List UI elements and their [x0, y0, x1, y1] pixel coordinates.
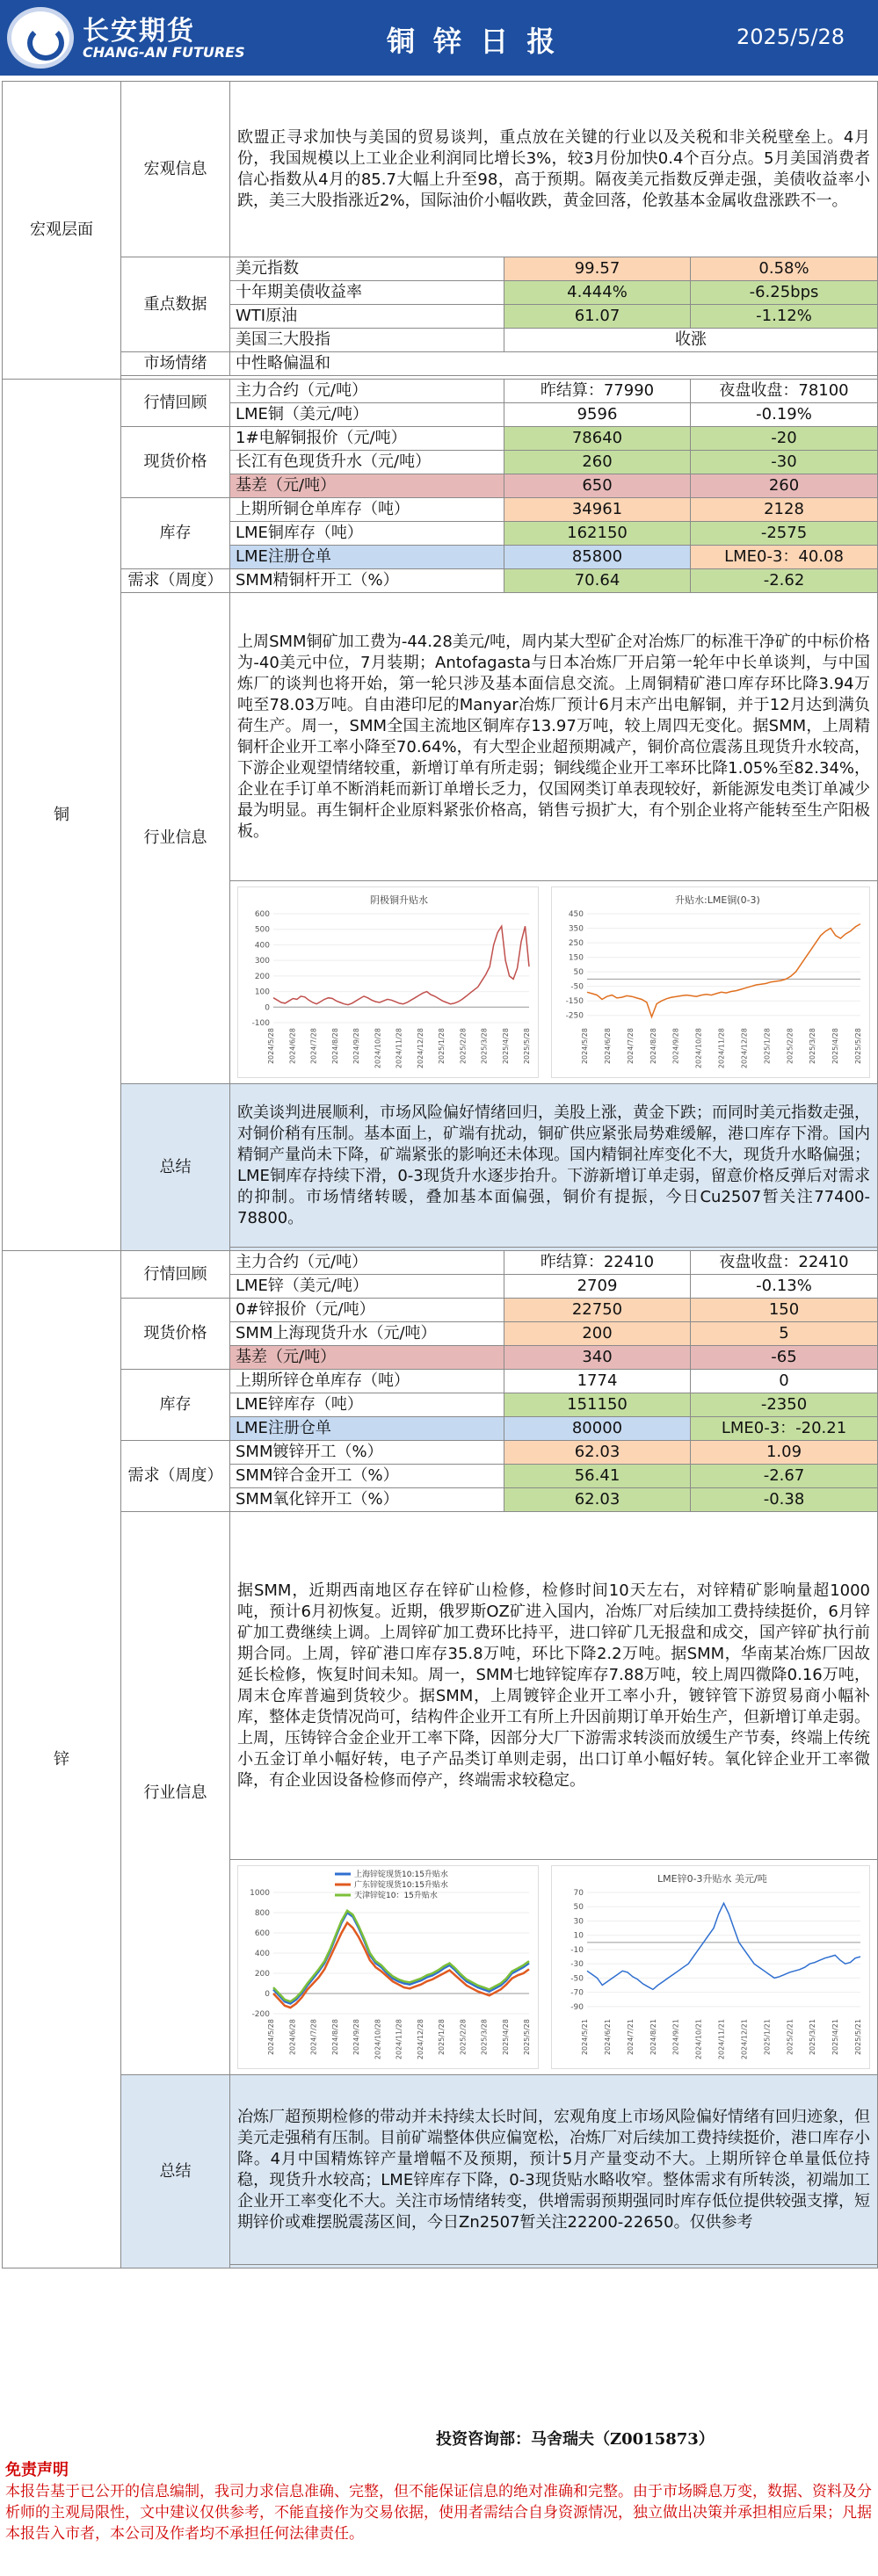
zinc-section-label: 锌 [3, 1251, 121, 2268]
cu-chart1-ytick: 0 [265, 1003, 270, 1013]
cu-chart1-series-line [273, 926, 529, 1004]
zn-chart2-ytick: -50 [570, 1974, 584, 1984]
cu-chart2-ytick: -250 [566, 1011, 584, 1021]
copper-spot-change: -20 [691, 427, 878, 451]
brand-name-en: CHANG-AN FUTURES [83, 44, 245, 61]
macro-row-name: 十年期美债收益率 [230, 281, 504, 305]
macro-row-name: 美国三大股指 [230, 329, 504, 352]
copper-premium-chart [237, 886, 539, 1078]
zinc-demand-change: -0.38 [691, 1488, 878, 1512]
zn-chart2-ytick: -90 [570, 2002, 584, 2012]
macro-row-change: -6.25bps [691, 281, 878, 305]
zn-chart2-ytick: 70 [574, 1889, 584, 1898]
cu-chart1-xtick: 2024/7/28 [309, 1028, 318, 1065]
zinc-spot-name: SMM上海现货升水（元/吨） [230, 1322, 504, 1346]
cu-chart1-ytick: 300 [254, 957, 270, 966]
zn-chart1-series-line [273, 1911, 529, 2002]
report-header [0, 0, 878, 76]
cu-chart1-svg [238, 887, 538, 1077]
copper-review-name: 主力合约（元/吨） [230, 380, 504, 403]
zinc-review-change: 夜盘收盘：22410 [691, 1251, 878, 1275]
zn-chart1-ytick: 1000 [250, 1889, 270, 1898]
copper-review-change: -0.19% [691, 403, 878, 427]
zinc-demand-name: SMM氧化锌开工（%） [230, 1488, 504, 1512]
zn-chart2-xtick: 2025/5/21 [854, 2019, 863, 2056]
zn-chart1-ytick: 200 [254, 1970, 270, 1979]
cu-chart1-xtick: 2024/11/28 [395, 1028, 403, 1069]
zinc-demand-value: 62.03 [504, 1488, 691, 1512]
zinc-lme-spread-chart [551, 1865, 870, 2069]
macro-row-value: 4.444% [504, 281, 691, 305]
zinc-stock-label: 库存 [121, 1370, 230, 1441]
copper-stock-change: -2575 [691, 522, 878, 546]
zn-chart2-ytick: -70 [570, 1988, 584, 1998]
zn-chart1-xtick: 2025/2/28 [459, 2019, 468, 2056]
cu-chart2-xtick: 2025/5/28 [854, 1028, 863, 1065]
copper-review-value: 昨结算：77990 [504, 380, 691, 403]
zn-chart2-xtick: 2024/9/21 [672, 2019, 681, 2056]
copper-spot-name: 长江有色现货升水（元/吨） [230, 451, 504, 474]
zinc-spot-change: 150 [691, 1299, 878, 1322]
zn-chart2-ytick: 30 [574, 1917, 584, 1927]
sentiment-value: 中性略偏温和 [230, 352, 878, 376]
zinc-industry-label: 行业信息 [121, 1512, 230, 2075]
zinc-review-label: 行情回顾 [121, 1251, 230, 1299]
zn-chart2-xtick: 2024/7/21 [627, 2019, 635, 2056]
zn-chart2-ytick: -10 [570, 1945, 584, 1955]
cu-chart2-xtick: 2025/3/28 [809, 1028, 817, 1065]
cu-chart2-ytick: 150 [569, 953, 584, 963]
zinc-demand-change: 1.09 [691, 1441, 878, 1465]
cu-chart2-ytick: 350 [569, 924, 584, 934]
macro-row-name: WTI原油 [230, 305, 504, 329]
cu-chart2-xtick: 2024/9/28 [672, 1028, 681, 1065]
zinc-spot-name: 0#锌报价（元/吨） [230, 1299, 504, 1322]
report-title: 铜 锌 日 报 [387, 25, 560, 58]
zinc-basis-value: 340 [504, 1346, 691, 1370]
zn-chart1-ytick: 0 [265, 1990, 270, 1999]
cu-chart2-ytick: -50 [570, 982, 584, 992]
copper-demand-name: SMM精铜杆开工（%） [230, 569, 504, 593]
zn-chart1-ytick: 400 [254, 1950, 270, 1958]
cu-chart2-xtick: 2024/11/28 [717, 1028, 726, 1069]
zinc-lme-spread: LME0-3：-20.21 [691, 1417, 878, 1441]
zn-chart1-xtick: 2024/12/28 [416, 2019, 424, 2060]
zinc-stock-value: 1774 [504, 1370, 691, 1393]
sentiment-label: 市场情绪 [121, 352, 230, 376]
cu-chart1-ytick: 600 [254, 910, 270, 919]
zn-chart2-xtick: 2024/12/21 [740, 2019, 749, 2060]
cu-chart1-xtick: 2025/3/28 [480, 1028, 489, 1065]
zn-chart1-ytick: 600 [254, 1929, 270, 1938]
copper-lme-spread-chart [551, 886, 870, 1078]
report-date: 2025/5/28 [737, 25, 845, 49]
zinc-spot-label: 现货价格 [121, 1299, 230, 1370]
zn-chart1-xtick: 2024/8/28 [330, 2019, 339, 2056]
cu-chart1-title: 阴极铜升贴水 [370, 894, 428, 906]
zinc-demand-label: 需求（周度） [121, 1441, 230, 1512]
cu-chart2-ytick: 50 [574, 968, 584, 978]
disclaimer-text: 本报告基于已公开的信息编制，我司力求信息准确、完整，但不能保证信息的绝对准确和完整。由于市场瞬息万变，数据、资料及分析师的主观局限性，文中建议仅供参考，不能直接作为交易依据，使用者需结合自身资源情况，独立做出决策并承担相应后果；凡据本报告入市者，本公司及作者均不承担任何法律责任。 [5, 2483, 872, 2543]
macro-data-label: 重点数据 [121, 257, 230, 352]
analyst-info: 投资咨询部：马舍瑞夫（Z0015873） [436, 2430, 715, 2449]
copper-review-value: 9596 [504, 403, 691, 427]
company-logo-icon [7, 7, 74, 69]
zn-chart2-xtick: 2024/5/21 [581, 2019, 590, 2056]
cu-chart1-ytick: -100 [251, 1019, 270, 1028]
cu-chart2-ytick: -150 [566, 997, 584, 1007]
brand-name: 长安期货 [83, 16, 195, 47]
copper-warrant-value: 85800 [504, 546, 691, 569]
zn-chart1-legend-item: 广东锌锭现货10:15升贴水 [354, 1881, 448, 1890]
macro-row-change: -1.12% [691, 305, 878, 329]
copper-stock-label: 库存 [121, 498, 230, 569]
cu-chart2-ytick: 250 [569, 939, 584, 949]
cu-chart2-xtick: 2025/1/28 [763, 1028, 772, 1065]
zinc-summary-text: 冶炼厂超预期检修的带动并未持续太长时间，宏观角度上市场风险偏好情绪有回归迹象，但美元走强稍有压制。目前矿端整体供应偏宽松，冶炼厂对后续加工费持续挺价，港口库存小降。4月中国精炼锌产量增幅不及预期，预计5月产量变动不大。上期所锌仓单量低位持稳，现货升水较高；LME锌库存下降，0-3现货贴水略收窄。整体需求有所转淡，初端加工企业开工率变化不大。关注市场情绪转变，供增需弱预期强同时库存低位提供较强支撑，短期锌价或难摆脱震荡区间，今日Zn2507暂关注22200-22650。仅供参考 [230, 2075, 878, 2265]
zn-chart1-xtick: 2024/7/28 [309, 2019, 318, 2056]
cu-chart1-xtick: 2024/6/28 [288, 1028, 297, 1065]
zn-chart1-xtick: 2024/5/28 [267, 2019, 275, 2056]
cu-chart2-title: 升贴水:LME铜(0-3) [675, 894, 761, 906]
zn-chart2-xtick: 2024/10/21 [695, 2019, 704, 2060]
zinc-industry-text: 据SMM，近期西南地区存在锌矿山检修，检修时间10天左右，对锌精矿影响量超1000吨，预计6月初恢复。近期，俄罗斯OZ矿进入国内，冶炼厂对后续加工费持续挺价，6月锌矿加工费继续上调。上周锌矿加工费环比持平，进口锌矿几无报盘和成交，国产锌矿执行前期合同。上周，锌矿港口库存35.8万吨，环比下降2.2万吨。据SMM，华南某冶炼厂因故延长检修，恢复时间未知。周一，SMM七地锌锭库存7.88万吨，较上周四微降0.16万吨，周末仓库普遍到货较少。据SMM，上周镀锌企业开工率小升，镀锌管下游贸易商小幅补库，整体走货情况尚可，结构件企业开工有所上升因前期订单开始生产，但新增订单走弱。上周，压铸锌合金企业开工率下降，因部分大厂下游需求转淡而放缓生产节奏，终端上传统小五金订单小幅好转，电子产品类订单则走弱，出口订单小幅好转。氧化锌企业开工率微降，有企业因设备检修而停产，终端需求较稳定。 [230, 1512, 878, 1860]
zn-chart1-xtick: 2025/4/28 [501, 2019, 510, 2056]
copper-industry-text: 上周SMM铜矿加工费为-44.28美元/吨，周内某大型矿企对冶炼厂的标准干净矿的中标价格为-40美元中位，7月装期；Antofagasta与日本冶炼厂开启第一轮年中长单谈判，与中国炼厂的谈判也将开始，第一轮只涉及基本面信息交流。上周铜精矿港口库存环比降3.94万吨至78.03万吨。自由港印尼的Manyar冶炼厂预计6月末产出电解铜，并于12月达到满负荷生产。周一，SMM全国主流地区铜库存13.97万吨，较上周四无变化。据SMM，上周精铜杆企业开工率小降至70.64%，有大型企业超预期减产，铜价高位震荡且现货升水较高，下游企业观望情绪较重，新增订单有所走弱；铜线缆企业开工率环比降1.05%至82.34%，企业在手订单不断消耗而新订单增长乏力，仅国网类订单表现较好，新能源发电类订单减少最为明显。再生铜杆企业原料紧张价格高，销售亏损扩大，有个别企业将产能转至生产阳极板。 [230, 593, 878, 881]
zinc-premium-chart [237, 1865, 539, 2069]
zn-chart1-xtick: 2024/10/28 [374, 2019, 382, 2060]
zinc-basis-change: -65 [691, 1346, 878, 1370]
copper-stock-value: 162150 [504, 522, 691, 546]
cu-chart1-xtick: 2024/8/28 [330, 1028, 339, 1065]
zinc-review-change: -0.13% [691, 1275, 878, 1299]
cu-chart2-xtick: 2025/2/28 [786, 1028, 795, 1065]
zinc-demand-name: SMM锌合金开工（%） [230, 1465, 504, 1488]
cu-chart2-svg [552, 887, 869, 1077]
cu-chart1-ytick: 200 [254, 972, 270, 981]
zn-chart1-xtick: 2025/5/28 [523, 2019, 531, 2056]
macro-row-value: 61.07 [504, 305, 691, 329]
copper-stock-value: 34961 [504, 498, 691, 522]
copper-industry-label: 行业信息 [121, 593, 230, 1084]
copper-stock-change: 2128 [691, 498, 878, 522]
zn-chart2-xtick: 2025/4/21 [831, 2019, 840, 2056]
zn-chart2-title: LME锌0-3升贴水 美元/吨 [657, 1873, 768, 1885]
disclaimer [0, 2458, 878, 2576]
zinc-review-value: 昨结算：22410 [504, 1251, 691, 1275]
cu-chart2-series-line [587, 924, 860, 1017]
cu-chart2-xtick: 2025/4/28 [831, 1028, 840, 1065]
cu-chart1-xtick: 2024/10/28 [374, 1028, 382, 1069]
zinc-spot-value: 200 [504, 1322, 691, 1346]
disclaimer-title: 免责声明 [5, 2461, 69, 2479]
zn-chart2-xtick: 2024/11/21 [717, 2019, 726, 2060]
zn-chart1-svg [238, 1866, 538, 2068]
copper-spot-name: 1#电解铜报价（元/吨） [230, 427, 504, 451]
copper-spot-change: -30 [691, 451, 878, 474]
cu-chart1-ytick: 100 [254, 988, 270, 997]
zinc-warrant-name: LME注册仓单 [230, 1417, 504, 1441]
cu-chart1-xtick: 2024/12/28 [416, 1028, 424, 1069]
zinc-review-name: 主力合约（元/吨） [230, 1251, 504, 1275]
macro-info-label: 宏观信息 [121, 82, 230, 257]
copper-review-change: 夜盘收盘：78100 [691, 380, 878, 403]
cu-chart2-xtick: 2024/10/28 [695, 1028, 704, 1069]
zinc-review-value: 2709 [504, 1275, 691, 1299]
cu-chart1-xtick: 2025/5/28 [523, 1028, 531, 1065]
zn-chart2-ytick: -30 [570, 1960, 584, 1970]
zinc-spot-change: 5 [691, 1322, 878, 1346]
report-table [2, 81, 878, 2268]
zn-chart1-xtick: 2024/9/28 [352, 2019, 360, 2056]
macro-row-name: 美元指数 [230, 257, 504, 281]
copper-spot-value: 78640 [504, 427, 691, 451]
zinc-spot-value: 22750 [504, 1299, 691, 1322]
cu-chart2-xtick: 2024/8/28 [649, 1028, 658, 1065]
copper-demand-value: 70.64 [504, 569, 691, 593]
copper-lme-spread: LME0-3：40.08 [691, 546, 878, 569]
zn-chart2-ytick: 10 [574, 1931, 584, 1941]
zinc-stock-change: -2350 [691, 1393, 878, 1417]
copper-summary-text: 欧美谈判进展顺利，市场风险偏好情绪回归，美股上涨，黄金下跌；而同时美元指数走强，对铜价稍有压制。基本面上，矿端有扰动，铜矿供应紧张局势难缓解，港口库存下滑。国内精铜产量尚未下降，矿端紧张的影响还未体现。国内精铜社库变化不大，现货升水略偏强；LME铜库存持续下滑，0-3现货升水逐步抬升。下游新增订单走弱，留意价格反弹后对需求的抑制。市场情绪转暖，叠加基本面偏强，铜价有提振，今日Cu2507暂关注77400-78800。 [230, 1084, 878, 1248]
zn-chart1-series-line [273, 1913, 529, 2004]
zn-chart1-ytick: 800 [254, 1909, 270, 1918]
cu-chart2-xtick: 2024/12/28 [740, 1028, 749, 1069]
copper-spot-label: 现货价格 [121, 427, 230, 498]
zn-chart2-xtick: 2024/8/21 [649, 2019, 658, 2056]
cu-chart1-xtick: 2025/4/28 [501, 1028, 510, 1065]
cu-chart1-xtick: 2025/1/28 [438, 1028, 446, 1065]
zn-chart2-series-line [587, 1903, 860, 1989]
zinc-demand-name: SMM镀锌开工（%） [230, 1441, 504, 1465]
copper-basis-name: 基差（元/吨） [230, 474, 504, 498]
copper-stock-name: 上期所铜仓单库存（吨） [230, 498, 504, 522]
cu-chart1-ytick: 500 [254, 925, 270, 935]
zn-chart1-legend-item: 天津锌锭10：15升贴水 [354, 1892, 438, 1900]
zn-chart2-xtick: 2025/3/21 [809, 2019, 817, 2056]
zinc-review-name: LME锌（美元/吨） [230, 1275, 504, 1299]
zn-chart1-xtick: 2024/6/28 [288, 2019, 297, 2056]
copper-spot-value: 260 [504, 451, 691, 474]
macro-row-value: 收涨 [504, 329, 878, 352]
copper-warrant-name: LME注册仓单 [230, 546, 504, 569]
zinc-demand-value: 56.41 [504, 1465, 691, 1488]
zinc-stock-name: LME锌库存（吨） [230, 1393, 504, 1417]
zn-chart2-svg [552, 1866, 869, 2068]
cu-chart1-xtick: 2024/9/28 [352, 1028, 360, 1065]
macro-info-text: 欧盟正寻求加快与美国的贸易谈判，重点放在关键的行业以及关税和非关税壁垒上。4月份，我国规模以上工业企业利润同比增长3%，较3月份加快0.4个百分点。5月美国消费者信心指数从4月的85.7大幅上升至98，高于预期。隔夜美元指数反弹走强，美债收益率小跌，美三大股指涨近2%，国际油价小幅收跌，黄金回落，伦敦基本金属收盘涨跌不一。 [230, 82, 878, 257]
copper-basis-change: 260 [691, 474, 878, 498]
zn-chart2-xtick: 2025/2/21 [786, 2019, 795, 2056]
macro-row-change: 0.58% [691, 257, 878, 281]
cu-chart2-xtick: 2024/7/28 [627, 1028, 635, 1065]
zn-chart2-xtick: 2024/6/21 [604, 2019, 613, 2056]
macro-row-value: 99.57 [504, 257, 691, 281]
cu-chart2-xtick: 2024/6/28 [604, 1028, 613, 1065]
copper-demand-label: 需求（周度） [121, 569, 230, 593]
zinc-stock-name: 上期所锌仓单库存（吨） [230, 1370, 504, 1393]
copper-review-name: LME铜（美元/吨） [230, 403, 504, 427]
zinc-basis-name: 基差（元/吨） [230, 1346, 504, 1370]
cu-chart1-xtick: 2025/2/28 [459, 1028, 468, 1065]
zn-chart2-ytick: 50 [574, 1903, 584, 1913]
zn-chart1-xtick: 2025/1/28 [438, 2019, 446, 2056]
zinc-demand-change: -2.67 [691, 1465, 878, 1488]
zn-chart1-xtick: 2024/11/28 [395, 2019, 403, 2060]
zn-chart2-xtick: 2025/1/21 [763, 2019, 772, 2056]
macro-section-label: 宏观层面 [3, 82, 121, 380]
zinc-stock-value: 151150 [504, 1393, 691, 1417]
zn-chart1-legend-item: 上海锌锭现货10:15升贴水 [354, 1870, 448, 1879]
copper-section-label: 铜 [3, 380, 121, 1251]
copper-review-label: 行情回顾 [121, 380, 230, 427]
copper-basis-value: 650 [504, 474, 691, 498]
copper-summary-label: 总结 [121, 1084, 230, 1251]
zinc-demand-value: 62.03 [504, 1441, 691, 1465]
cu-chart1-ytick: 400 [254, 941, 270, 951]
cu-chart1-xtick: 2024/5/28 [267, 1028, 275, 1065]
zinc-warrant-value: 80000 [504, 1417, 691, 1441]
copper-stock-name: LME铜库存（吨） [230, 522, 504, 546]
cu-chart2-xtick: 2024/5/28 [581, 1028, 590, 1065]
zn-chart1-ytick: -200 [251, 2010, 270, 2019]
zn-chart1-series-line [273, 1923, 529, 2008]
zinc-summary-label: 总结 [121, 2075, 230, 2268]
copper-demand-change: -2.62 [691, 569, 878, 593]
zinc-stock-change: 0 [691, 1370, 878, 1393]
cu-chart2-ytick: 450 [569, 910, 584, 919]
zn-chart1-xtick: 2025/3/28 [480, 2019, 489, 2056]
